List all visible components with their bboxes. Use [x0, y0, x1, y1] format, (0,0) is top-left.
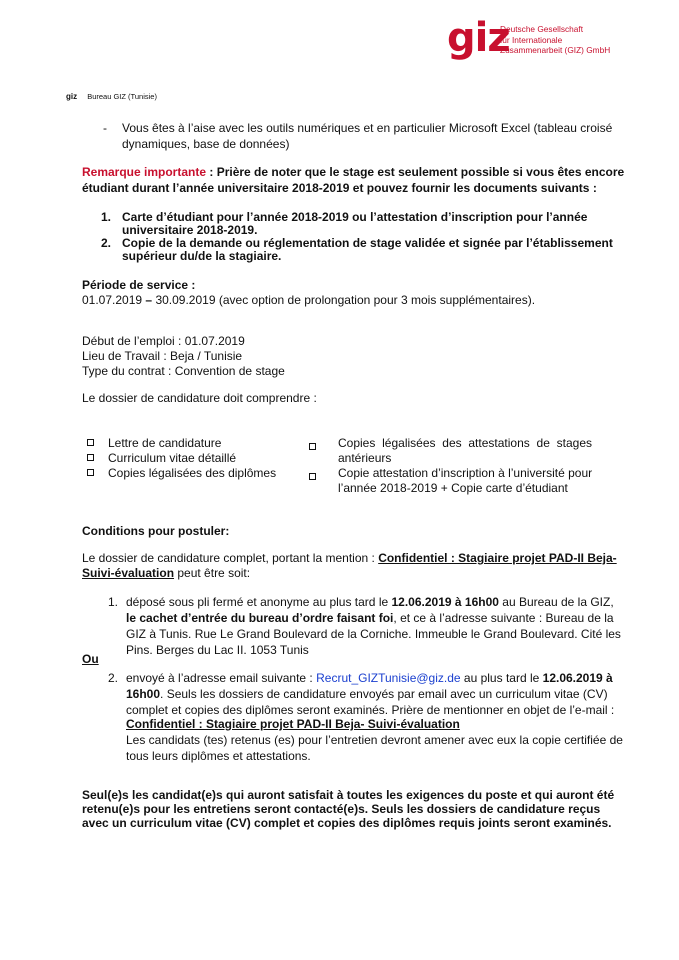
option-2-subject: Confidentiel : Stagiaire projet PAD-II Beja- Suivi-évaluation	[126, 717, 460, 731]
ou-separator: Ou	[82, 652, 99, 666]
dossier-right-1-line-1: Copies légalisées des attestations de stages	[338, 436, 592, 450]
doc-1-num: 1.	[101, 210, 112, 224]
option-2-text: envoyé à l’adresse email suivante :	[126, 671, 317, 685]
period-start: 01.07.2019	[82, 293, 143, 307]
remark-label: Remarque importante	[82, 165, 207, 179]
option-1-line-1	[126, 594, 614, 610]
option-2-deadline-time: 16h00	[126, 687, 161, 701]
dossier-left-label: Copies légalisées des diplômes	[108, 466, 277, 480]
conditions-title: Conditions pour postuler:	[82, 524, 230, 538]
conditions-intro-text: Le dossier de candidature complet, portant la mention :	[82, 551, 379, 565]
conditions-intro-line-1	[82, 550, 617, 566]
option-2-deadline: 12.06.2019 à	[542, 671, 613, 685]
work-location: Lieu de Travail : Beja / Tunisie	[82, 349, 243, 363]
option-2-text: au plus tard le	[460, 671, 543, 685]
bureau-header	[66, 92, 157, 101]
option-1-stamp-note: le cachet d’entrée du bureau d’ordre faisant foi	[126, 611, 394, 625]
conditions-intro-end: peut être soit:	[174, 566, 251, 580]
org-line-1: Deutsche Gesellschaft	[500, 24, 584, 34]
remark-line-1	[82, 164, 624, 180]
option-2-line-2	[126, 686, 608, 702]
bureau-giz-logo: giz	[66, 92, 78, 101]
dossier-right-2-line-1: Copie attestation d’inscription à l’université pour	[338, 466, 593, 480]
skills-line-2: dynamiques, base de données)	[122, 137, 290, 151]
option-1-text: , et ce à l’adresse suivante : Bureau de la	[393, 611, 614, 625]
start-date: Début de l’emploi : 01.07.2019	[82, 334, 245, 348]
checkbox-bullet-icon	[87, 469, 94, 476]
checkbox-bullet-icon	[309, 440, 316, 454]
doc-1-line-2: universitaire 2018-2019.	[122, 223, 258, 237]
option-1-line-2	[126, 610, 614, 626]
doc-2-line-2: supérieur du/de la stagiaire.	[122, 249, 282, 263]
option-2-num: 2.	[108, 671, 119, 685]
conditions-mention: Confidentiel : Stagiaire projet PAD-II Beja-	[378, 551, 617, 565]
option-1-deadline: 12.06.2019 à 16h00	[391, 595, 499, 609]
contract-type: Type du contrat : Convention de stage	[82, 364, 285, 378]
option-2-line-6: tous leurs diplômes et attestations.	[126, 749, 311, 763]
org-line-3: Zusammenarbeit (GIZ) GmbH	[500, 45, 611, 55]
final-notice-line-3: avec un curriculum vitae (CV) complet et copies des diplômes requis joints seront examinés.	[82, 816, 612, 830]
dossier-left-item-3	[87, 465, 276, 481]
period-note: (avec option de prolongation pour 3 mois supplémentaires).	[218, 293, 536, 307]
giz-logo: giz	[447, 15, 510, 61]
remark-text-1: : Prière de noter que le stage est seulement possible si vous êtes encore	[206, 165, 625, 179]
email-link[interactable]: Recrut_GIZTunisie@giz.de	[316, 671, 461, 685]
option-1-line-3: GIZ à Tunis. Rue Le Grand Boulevard de la Corniche. Immeuble le Grand Boulevard. Cité les	[126, 627, 621, 641]
period-title: Période de service :	[82, 278, 196, 292]
dossier-left-item-1	[87, 435, 221, 451]
checkbox-bullet-icon	[309, 470, 316, 484]
remark-line-2: étudiant durant l’année universitaire 2018-2019 et pouvez fournir les documents suivants :	[82, 181, 597, 195]
option-1-text: déposé sous pli fermé et anonyme au plus tard le	[126, 595, 392, 609]
skills-dash: -	[103, 121, 107, 135]
skills-line-1: Vous êtes à l’aise avec les outils numériques et en particulier Microsoft Excel (tableau croisé	[122, 121, 613, 135]
period-dates	[82, 292, 535, 308]
final-notice-line-1: Seul(e)s les candidat(e)s qui auront satisfait à toutes les exigences du poste et qui auront été	[82, 788, 615, 802]
dossier-right-2-line-2: l’année 2018-2019 + Copie carte d’étudiant	[338, 481, 568, 495]
doc-1-line-1: Carte d’étudiant pour l’année 2018-2019 ou l’attestation d’inscription pour l’année	[122, 210, 588, 224]
option-2-line-1	[126, 670, 613, 686]
option-1-line-4: Pins. Berges du Lac II. 1053 Tunis	[126, 643, 309, 657]
period-end: 30.09.2019	[155, 293, 216, 307]
checkbox-bullet-icon	[87, 439, 94, 446]
checkbox-bullet-icon	[87, 454, 94, 461]
doc-2-line-1: Copie de la demande ou réglementation de stage validée et signée par l’établissement	[122, 236, 613, 250]
option-1-text: au Bureau de la GIZ,	[498, 595, 614, 609]
option-2-line-3: complet et copies des diplômes seront examinés. Prière de mentionner en objet de l’e-mail :	[126, 703, 615, 717]
conditions-intro-line-2	[82, 565, 250, 581]
dossier-left-label: Lettre de candidature	[108, 436, 222, 450]
period-dash: –	[145, 293, 153, 307]
org-line-2: für Internationale	[500, 34, 563, 45]
dossier-intro: Le dossier de candidature doit comprendre :	[82, 391, 317, 405]
dossier-left-label: Curriculum vitae détaillé	[108, 451, 237, 465]
giz-org-name	[500, 24, 610, 56]
bureau-label: Bureau GIZ (Tunisie)	[87, 92, 157, 101]
option-2-text: . Seuls les dossiers de candidature envoyés par email avec un curriculum vitae (CV)	[160, 687, 608, 701]
dossier-left-item-2	[87, 450, 236, 466]
doc-2-num: 2.	[101, 236, 112, 250]
dossier-right-1-line-2: antérieurs	[338, 451, 392, 465]
option-2-line-5: Les candidats (tes) retenus (es) pour l’entretien devront amener avec eux la copie certifiée de	[126, 733, 623, 747]
conditions-mention-end: Suivi-évaluation	[82, 566, 175, 580]
final-notice-line-2: retenu(e)s pour les entretiens seront contacté(e)s. Seuls les dossiers de candidature reçus	[82, 802, 601, 816]
option-1-num: 1.	[108, 595, 119, 609]
